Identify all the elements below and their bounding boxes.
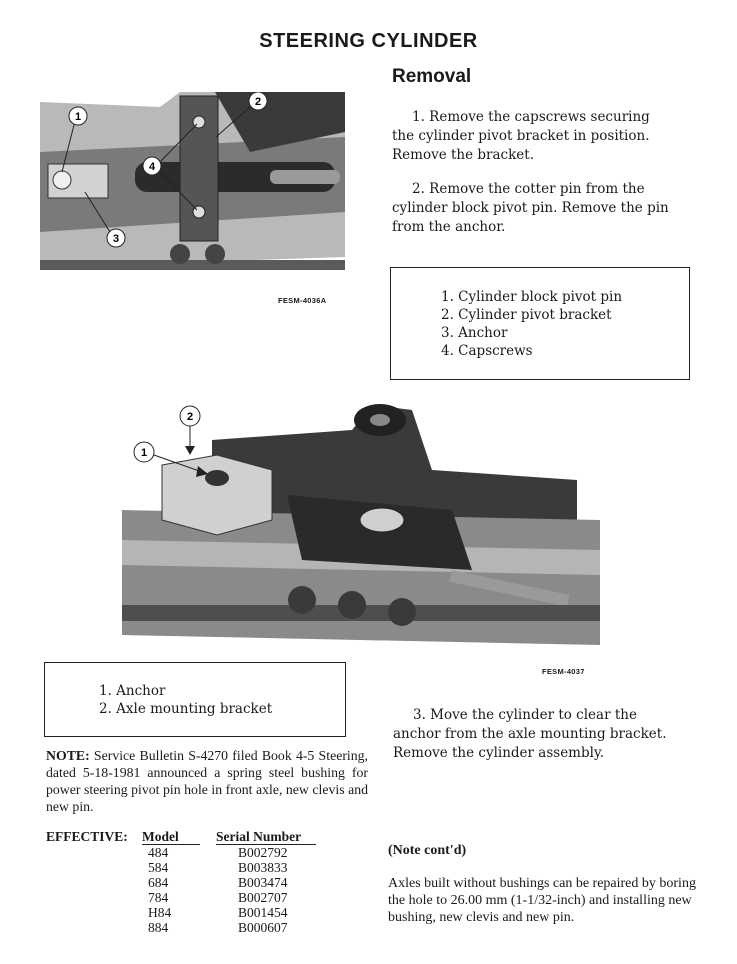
legend-1-item-3: 3. Anchor — [441, 325, 508, 341]
legend-1-item-4: 4. Capscrews — [441, 343, 533, 359]
note-cont-text: Axles built without bushings can be repaired by boring the hole to 26.00 mm (1-1/32-inch) and installing new bushing, new clevis and new pin. — [388, 876, 696, 925]
legend-2-item-1: 1. Anchor — [99, 683, 166, 699]
svg-text:1: 1 — [74, 111, 82, 123]
section-heading: Removal — [392, 66, 472, 87]
table-row — [46, 860, 316, 875]
step-3 — [393, 706, 683, 763]
figure-2-legend — [44, 662, 346, 737]
effective-label: EFFECTIVE: — [46, 829, 128, 845]
model-cell: 484 — [148, 845, 169, 860]
table-row — [46, 920, 316, 935]
figure-2-illustration — [122, 400, 600, 662]
note-cont-heading: (Note cont'd) — [388, 843, 467, 858]
serial-cell: B003833 — [238, 860, 288, 875]
figure-1-illustration — [40, 92, 345, 290]
note-text: Service Bulletin S-4270 filed Book 4-5 Steering, dated 5-18-1981 announced a spring steel bushing for power steering pivot pin hole in front axle, new clevis and new pin. — [46, 748, 368, 814]
svg-text:3: 3 — [112, 233, 120, 245]
serial-cell: B000607 — [238, 920, 288, 935]
note-label: NOTE: — [46, 748, 90, 763]
service-note — [46, 747, 368, 815]
model-cell: 784 — [148, 890, 169, 905]
figure-1-caption: FESM-4036A — [278, 296, 327, 305]
model-cell: H84 — [148, 905, 172, 920]
figure-2-caption: FESM-4037 — [542, 667, 585, 676]
serial-cell: B001454 — [238, 905, 288, 920]
step-2-text: 2. Remove the cotter pin from the cylinder block pivot pin. Remove the pin from the anchor. — [392, 181, 669, 235]
model-cell: 684 — [148, 875, 169, 890]
serial-cell: B003474 — [238, 875, 288, 890]
legend-1-item-2: 2. Cylinder pivot bracket — [441, 307, 612, 323]
table-row — [46, 875, 316, 890]
step-1 — [392, 108, 672, 165]
page-title: STEERING CYLINDER — [259, 30, 478, 52]
figure-2-photo — [122, 400, 600, 662]
model-cell: 884 — [148, 920, 169, 935]
serial-cell: B002707 — [238, 890, 288, 905]
step-2 — [392, 180, 672, 237]
legend-2-item-2: 2. Axle mounting bracket — [99, 701, 273, 717]
effective-table — [46, 829, 316, 935]
figure-1-legend — [390, 267, 690, 380]
step-1-text: 1. Remove the capscrews securing the cylinder pivot bracket in position. Remove the bracket. — [392, 109, 650, 163]
col-model-header: Model — [142, 829, 200, 845]
serial-cell: B002792 — [238, 845, 288, 860]
svg-text:2: 2 — [186, 411, 194, 423]
table-row — [46, 905, 316, 920]
table-row — [46, 845, 316, 861]
legend-1-item-1: 1. Cylinder block pivot pin — [441, 289, 623, 305]
svg-text:2: 2 — [254, 96, 262, 108]
col-serial-header: Serial Number — [216, 829, 316, 845]
svg-text:1: 1 — [140, 447, 148, 459]
figure-1-photo — [40, 92, 345, 290]
table-row — [46, 890, 316, 905]
model-cell: 584 — [148, 860, 169, 875]
step-3-text: 3. Move the cylinder to clear the anchor from the axle mounting bracket. Remove the cylinder assembly. — [393, 707, 667, 761]
svg-text:4: 4 — [148, 161, 156, 173]
